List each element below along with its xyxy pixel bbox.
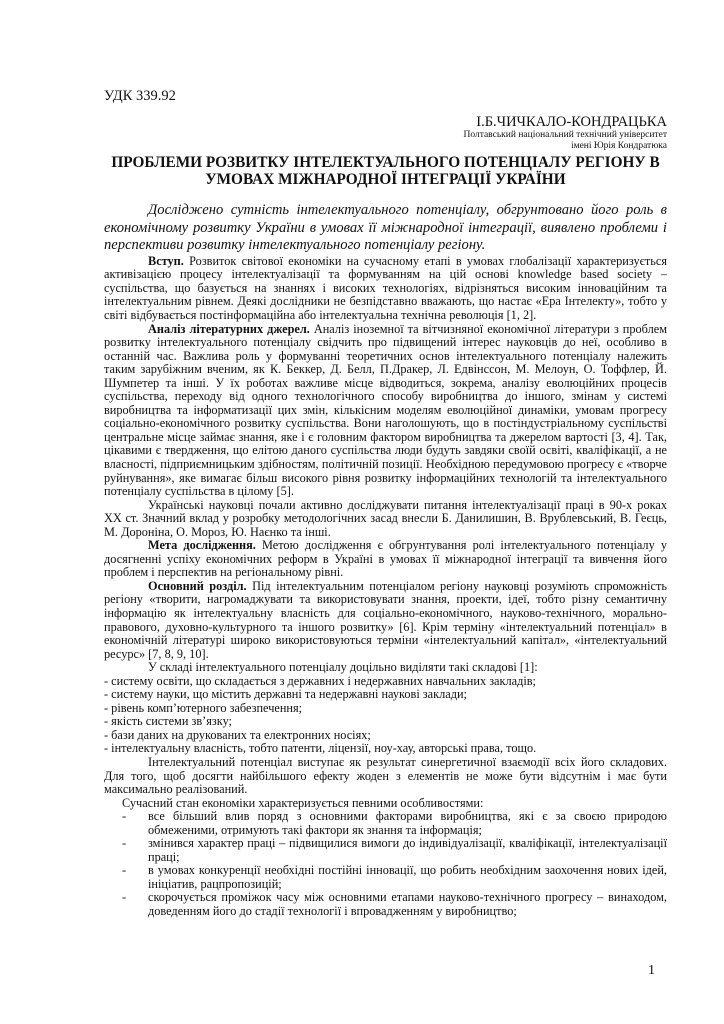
feature-item <box>104 837 667 864</box>
article-body <box>104 255 667 919</box>
component-item: - систему освіти, що складається з державних і недержавних навчальних закладів; <box>104 673 536 688</box>
feature-item <box>104 810 667 837</box>
component-item: - систему науки, що містить державні та недержавні наукові заклади; <box>104 687 467 702</box>
component-item: - рівень комп’ютерного забезпечення; <box>104 700 303 715</box>
paragraph-components-intro <box>104 661 667 675</box>
affiliation-line: Полтавський національний технічний університет <box>463 130 667 140</box>
paragraph-intro <box>104 255 667 323</box>
document-page <box>104 88 667 919</box>
paragraph-text: Метою дослідження є обгрунтування ролі інтелектуального потенціалу у досягненні успіху економічних реформ в Україні в умовах її міжнародної інтеграції та вивчення його проблем і перспектив на регіональному рівні. <box>104 538 667 580</box>
feature-item <box>104 891 667 918</box>
paragraph-goal <box>104 539 667 580</box>
paragraph-text: Під інтелектуальним потенціалом регіону науковці розуміють спроможність регіону «творити, нагромаджувати та використовувати знання, проекти, ідеї, тобто різну семантичну інформацію як інтелектуальну власність для соціально-економічного, науково-технічного, морально-правового, духовно-культурного та іншого розвитку» [6]. Крім терміну «інтелектуальний потенціал» в економічній літературі широко використовуються терміни «інтелектуальний капітал», «інтелектуальний ресурс» [7, 8, 9, 10]. <box>104 578 667 661</box>
feature-text: в умовах конкуренції необхідні постійні інновації, що робить необхідним заохочення нових ідей, ініціатив, рацпропозицій; <box>148 863 667 891</box>
component-item: - інтелектуальну власність, тобто патенти, ліцензії, ноу-хау, авторські права, тощо. <box>104 741 537 756</box>
paragraph-text: Розвиток світової економіки на сучасному етапі в умовах глобалізації характеризується активізацією процесу інтелектуалізації та формуванням на цій основі knowledge based society – суспільства, що базується на знаннях і високих технологіях, відрізняться високим інноваційним та інтелектуальним рівнем. Деякі дослідники не безпідставно вважають, що настає «Ера Інтелекту», тобто у світі відбувається постінформаційна або інтелектуальна технічна революція [1, 2]. <box>104 253 667 322</box>
affiliation-line: імені Юрія Кондратюка <box>570 141 667 151</box>
abstract: Досліджено сутність інтелектуального потенціалу, обгрунтовано його роль в економічному розвитку України в умовах її міжнародної інтеграції, виявлено проблеми і перспективи розвитку інтелектуального потенціалу регіону. <box>104 202 667 254</box>
paragraph-text: У складі інтелектуального потенціалу доцільно виділяти такі складові [1]: <box>148 660 538 675</box>
paragraph-main <box>104 580 667 661</box>
component-item: - бази даних на друкованих та електронних носіях; <box>104 727 371 742</box>
section-heading: Основний розділ. <box>148 578 247 593</box>
paragraph-ukrainian-scholars <box>104 499 667 540</box>
feature-text: скорочується проміжок часу між основними етапами науково-технічного прогресу – винаходом, доведенням його до стадії технології і впровадженням у виробництво; <box>148 890 667 919</box>
section-heading: Аналіз літературних джерел. <box>148 321 310 336</box>
paragraph-text: Українські науковці почали активно досліджувати питання інтелектуалізації праці в 90-х роках XX ст. Значний вклад у розробку методологічних засад внесли Б. Данилишин, В. Врублевський, В. Геєць, М. Доронiна, О. Мороз, Ю. Наєнко та інші. <box>104 497 667 539</box>
paragraph-synergy: Інтелектуальний потенціал виступає як результат синергетичної взаємодії всіх його складових. Для того, щоб досягти найбільшого ефекту жоден з елементів не може бути відсутнім і має бути максимально реалізований. <box>104 755 667 797</box>
bullet-dash: - <box>122 836 127 851</box>
feature-text: змінився характер праці – підвищилися вимоги до індивідуалізації, кваліфікації, інтелектуалізації праці; <box>148 836 667 864</box>
section-heading: Мета дослідження. <box>148 538 256 553</box>
page-number: 1 <box>648 963 655 978</box>
section-heading: Вступ. <box>148 253 184 268</box>
feature-item <box>104 864 667 891</box>
bullet-dash: - <box>122 890 127 905</box>
paragraph-text: Аналіз іноземної та вітчизняної економічної літератури з проблем розвитку інтелектуального потенціалу свідчить про підвищений інтерес науковців до неї, особливо в останній час. Важлива роль у формуванні теоретичних основ інтелектуального потенціалу належить таким зарубіжним вченим, як К. Беккер, Д. Белл, П.Дракер, Л. Едвінссон, М. Мелоун, О. Тоффлер, Й. Шумпетер та інші. У їх роботах важливе місце відводиться, зокрема, аналізу еволюційних процесів суспільства, переходу від одного технологічного способу виробництва до іншого, змінам у системі виробництва та інформатизації цих змін, кількісним моделям еволюційної динаміки, умовам прогресу соціально-економічного розвитку суспільства. Вони наголошують, що в постіндустріальному суспільстві центральне місце займає знання, яке і є головним фактором виробництва та джерелом вартості [3, 4]. Так, цікавими є твердження, що елітою даного суспільства люди будуть завдяки своїй освіті, кваліфікації, а не власності, підприємницьким здібностям, політичній позиції. Необхідною передумовою прогресу є «творче руйнування», яке вимагає більш високого рівня розвитку інформаційних технологій та інтелектуального потенціалу суспільства в цілому [5]. <box>104 321 668 499</box>
component-item: - якість системи зв’язку; <box>104 714 232 729</box>
udk-code: УДК 339.92 <box>104 88 176 104</box>
title-line: ПРОБЛЕМИ РОЗВИТКУ ІНТЕЛЕКТУАЛЬНОГО ПОТЕНЦІАЛУ РЕГІОНУ В <box>111 154 660 171</box>
author: І.Б.ЧИЧКАЛО-КОНДРАЦЬКА <box>476 114 667 130</box>
title-line: УМОВАХ МІЖНАРОДНОЇ ІНТЕГРАЦІЇ УКРАЇНИ <box>205 171 566 188</box>
bullet-dash: - <box>122 809 127 824</box>
bullet-dash: - <box>122 863 127 878</box>
features-intro: Сучасний стан економіки характеризується певними особливостями: <box>122 795 484 810</box>
paragraph-literature <box>104 323 667 499</box>
feature-text: все більший влив поряд з основними факторами виробництва, які є за своєю природою обмеженими, отримують такі фактори як знання та інформація; <box>148 809 667 837</box>
article-title <box>104 154 667 188</box>
